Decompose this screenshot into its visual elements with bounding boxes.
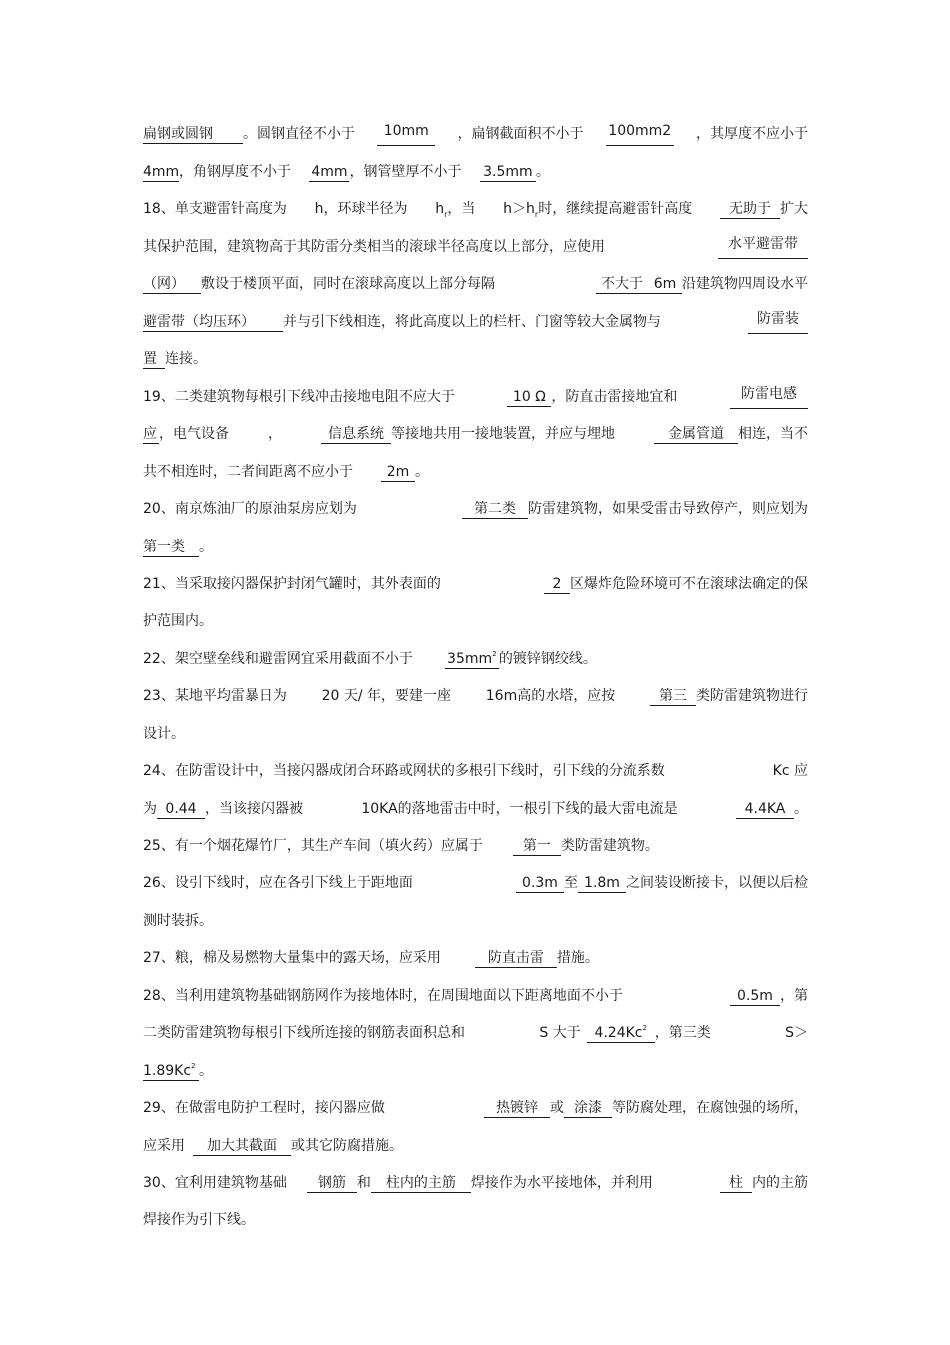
answer-blank (587, 1024, 655, 1043)
text-run: 护范围内。 (143, 613, 213, 629)
text-run: 。 (535, 164, 550, 180)
answer-blank: 0.44 (157, 800, 205, 819)
text-run: 29、在做雷电防护工程时，接闪器应做 (143, 1100, 385, 1116)
text-run: 26、设引下线时，应在各引下线上于距地面 (143, 875, 413, 891)
answer-text: 4.24Kc (594, 1025, 643, 1041)
answer-blank: 4mm (143, 164, 180, 180)
text-run: 。 (415, 464, 429, 480)
text-run: 应采用 (143, 1138, 185, 1154)
text-run: 的镀锌钢绞线。 (498, 651, 597, 667)
subscript: r (534, 209, 539, 219)
text-run: 焊接作为水平接地体，并利用 (470, 1175, 653, 1191)
answer-blank: 6m (648, 275, 682, 294)
answer-blank: 信息系统 (321, 425, 391, 444)
text-run: ，当 (447, 201, 476, 217)
text-run: 相连，当不 (738, 426, 808, 442)
answer-blank: 2 (544, 575, 570, 594)
text-line (143, 1021, 808, 1045)
text-run: 23、某地平均雷暴日为 (143, 688, 287, 704)
text-line (143, 385, 808, 409)
subscript: r (444, 209, 448, 219)
answer-blank: 不大于 (596, 275, 648, 294)
answer-blank: 10 Ω (507, 388, 551, 407)
answer-blank: 4.4KA (736, 800, 794, 819)
answer-blank: 加大其截面 (193, 1137, 291, 1156)
text-run: 和 (356, 1175, 371, 1191)
text-line (143, 759, 808, 783)
text-line (143, 1059, 808, 1083)
answer-blank: 金属管道 (654, 425, 738, 444)
answer-blank: 2m (381, 463, 415, 482)
text-run: Kc 应 (772, 763, 808, 779)
answer-blank (143, 1062, 199, 1081)
text-line (143, 647, 808, 671)
text-run: 共不相连时，二者间距离不应小于 (143, 464, 353, 480)
text-run: 。 (199, 1063, 213, 1079)
text-line (143, 160, 808, 184)
text-line (143, 422, 808, 446)
text-run: 为 (143, 801, 157, 817)
answer-blank: 防雷装 (748, 310, 808, 334)
answer-blank: 防雷电感 (730, 385, 808, 409)
answer-blank: 100mm2 (606, 122, 674, 146)
answer-blank: 3.5mm (480, 163, 536, 182)
answer-blank: 置 (143, 350, 165, 369)
text-run: 连接。 (165, 351, 207, 367)
text-run: 防雷建筑物，如果受雷击导致停产，则应划为 (528, 501, 808, 517)
text-run: ，扁钢截面积不小于 (457, 126, 584, 142)
text-run: 或其它防腐措施。 (291, 1138, 403, 1154)
text-line (143, 197, 808, 221)
text-run: 二类防雷建筑物每根引下线所连接的钢筋表面积总和 (143, 1025, 465, 1041)
text-run: 。 (199, 539, 213, 555)
text-line (143, 684, 808, 708)
text-line (143, 572, 808, 596)
answer-blank: 钢筋 (307, 1174, 357, 1193)
answer-blank: 0.5m (730, 987, 780, 1006)
text-line (143, 535, 808, 559)
text-line (143, 609, 808, 633)
text-run: h＞h (503, 201, 535, 217)
answer-blank (445, 650, 499, 669)
text-line (143, 1134, 808, 1158)
text-line (143, 347, 808, 371)
text-run: 时，继续提高避雷针高度 (538, 201, 693, 217)
text-run: 10KA的落地雷击中时，一根引下线的最大雷电流是 (361, 801, 678, 817)
text-run: ，其厚度不应小于 (696, 126, 808, 142)
text-line (143, 310, 808, 334)
text-run: 焊接作为引下线。 (143, 1212, 255, 1228)
text-run: ，第 (780, 988, 808, 1004)
answer-blank: 扁钢或圆钢 (143, 125, 243, 144)
text-line (143, 797, 808, 821)
answer-blank: 第二类 (462, 500, 528, 519)
text-line (143, 460, 808, 484)
text-run: 之间装设断接卡，以便以后检 (626, 875, 808, 891)
answer-blank: 柱内的主筋 (371, 1174, 471, 1193)
text-line (143, 1208, 808, 1232)
text-run: S 大于 (539, 1025, 581, 1041)
text-run: ，角钢厚度不小于 (179, 164, 291, 180)
text-run: 设计。 (143, 726, 185, 742)
text-run: ，防直击雷接地宜和 (551, 389, 678, 405)
superscript: 2 (191, 1062, 196, 1070)
text-line (143, 722, 808, 746)
text-run: 措施。 (556, 950, 599, 966)
text-run: 并与引下线相连，将此高度以上的栏杆、门窗等较大金属物与 (283, 314, 661, 330)
answer-blank: 热镀锌 (484, 1099, 550, 1118)
answer-blank: 10mm (377, 122, 435, 146)
text-run: 24、在防雷设计中，当接闪器成闭合环路或网状的多根引下线时，引下线的分流系数 (143, 763, 665, 779)
text-run: S＞ (785, 1025, 808, 1041)
answer-blank: 柱 (720, 1174, 752, 1193)
text-run: ，电气设备 (159, 426, 229, 442)
answer-text: 1.89Kc (143, 1063, 192, 1079)
text-run: 等防腐处理，在腐蚀强的场所， (612, 1100, 808, 1116)
answer-blank: 应 (143, 426, 157, 442)
text-line (143, 946, 808, 970)
answer-blank: 1.8m (578, 874, 626, 893)
text-run: 25、有一个烟花爆竹厂，其生产车间（填火药）应属于 (143, 838, 483, 854)
answer-blank: 第一 (513, 837, 561, 856)
text-run: 20 天/ 年，要建一座 (321, 688, 452, 704)
text-line (143, 497, 808, 521)
text-run: h (435, 201, 445, 217)
text-line (143, 1171, 808, 1195)
text-run: 类防雷建筑物进行 (695, 688, 808, 704)
text-run: 其保护范围，建筑物高于其防雷分类相当的滚球半径高度以上部分，应使用 (143, 239, 605, 255)
text-run: 20、南京炼油厂的原油泵房应划为 (143, 501, 357, 517)
text-run: 类防雷建筑物。 (560, 838, 659, 854)
text-run: ，钢管壁厚不小于 (349, 164, 462, 180)
text-run: 至 (564, 875, 578, 891)
answer-blank: 0.3m (516, 874, 564, 893)
answer-blank: （网） (143, 275, 201, 294)
answer-blank: 避雷带（均压环） (143, 313, 283, 332)
answer-blank: 水平避雷带 (718, 235, 808, 259)
answer-blank: 4mm (311, 164, 348, 180)
text-line (143, 122, 808, 146)
text-run: ，当该接闪器被 (205, 801, 303, 817)
text-run: 测时装拆。 (143, 913, 213, 929)
text-line (143, 871, 808, 895)
answer-blank: 涂漆 (564, 1099, 612, 1118)
text-run: 等接地共用一接地装置，并应与埋地 (391, 426, 615, 442)
text-run: h，环球半径为 (314, 201, 408, 217)
text-run: 22、架空壁垒线和避雷网宜采用截面不小于 (143, 651, 413, 667)
answer-blank: 第一类 (143, 538, 199, 557)
text-run: ， (268, 426, 282, 442)
text-line (143, 1096, 808, 1120)
superscript: 2 (642, 1024, 647, 1032)
text-run: 28、当利用建筑物基础钢筋网作为接地体时，在周围地面以下距离地面不小于 (143, 988, 623, 1004)
text-run: 19、二类建筑物每根引下线冲击接地电阻不应大于 (143, 389, 455, 405)
text-run: 扩大 (779, 201, 808, 217)
text-run: 内的主筋 (752, 1175, 808, 1191)
text-run: ，第三类 (654, 1025, 711, 1041)
text-run: 区爆炸危险环境可不在滚球法确定的保 (570, 576, 808, 592)
text-line (143, 235, 808, 259)
answer-blank: 防直击雷 (475, 949, 557, 968)
text-run: 沿建筑物四周设水平 (682, 276, 808, 292)
text-run: 。 (793, 801, 808, 817)
text-run: 18、单支避雷针高度为 (143, 201, 287, 217)
text-line (143, 909, 808, 933)
text-run: 敷设于楼顶平面，同时在滚球高度以上部分每隔 (201, 276, 495, 292)
text-run: 21、当采取接闪器保护封闭气罐时，其外表面的 (143, 576, 441, 592)
superscript: 2 (492, 650, 497, 658)
answer-blank: 无助于 (720, 200, 780, 219)
text-run: 。圆钢直径不小于 (243, 126, 355, 142)
text-run: 16m高的水塔，应按 (485, 688, 616, 704)
answer-blank: 第三 (650, 687, 696, 706)
answer-text: 35mm (447, 651, 493, 667)
text-line (143, 984, 808, 1008)
text-run: 或 (550, 1100, 564, 1116)
text-line (143, 272, 808, 296)
text-line (143, 834, 808, 858)
text-run: 30、宜利用建筑物基础 (143, 1175, 287, 1191)
text-run: 27、粮，棉及易燃物大量集中的露天场，应采用 (143, 950, 441, 966)
